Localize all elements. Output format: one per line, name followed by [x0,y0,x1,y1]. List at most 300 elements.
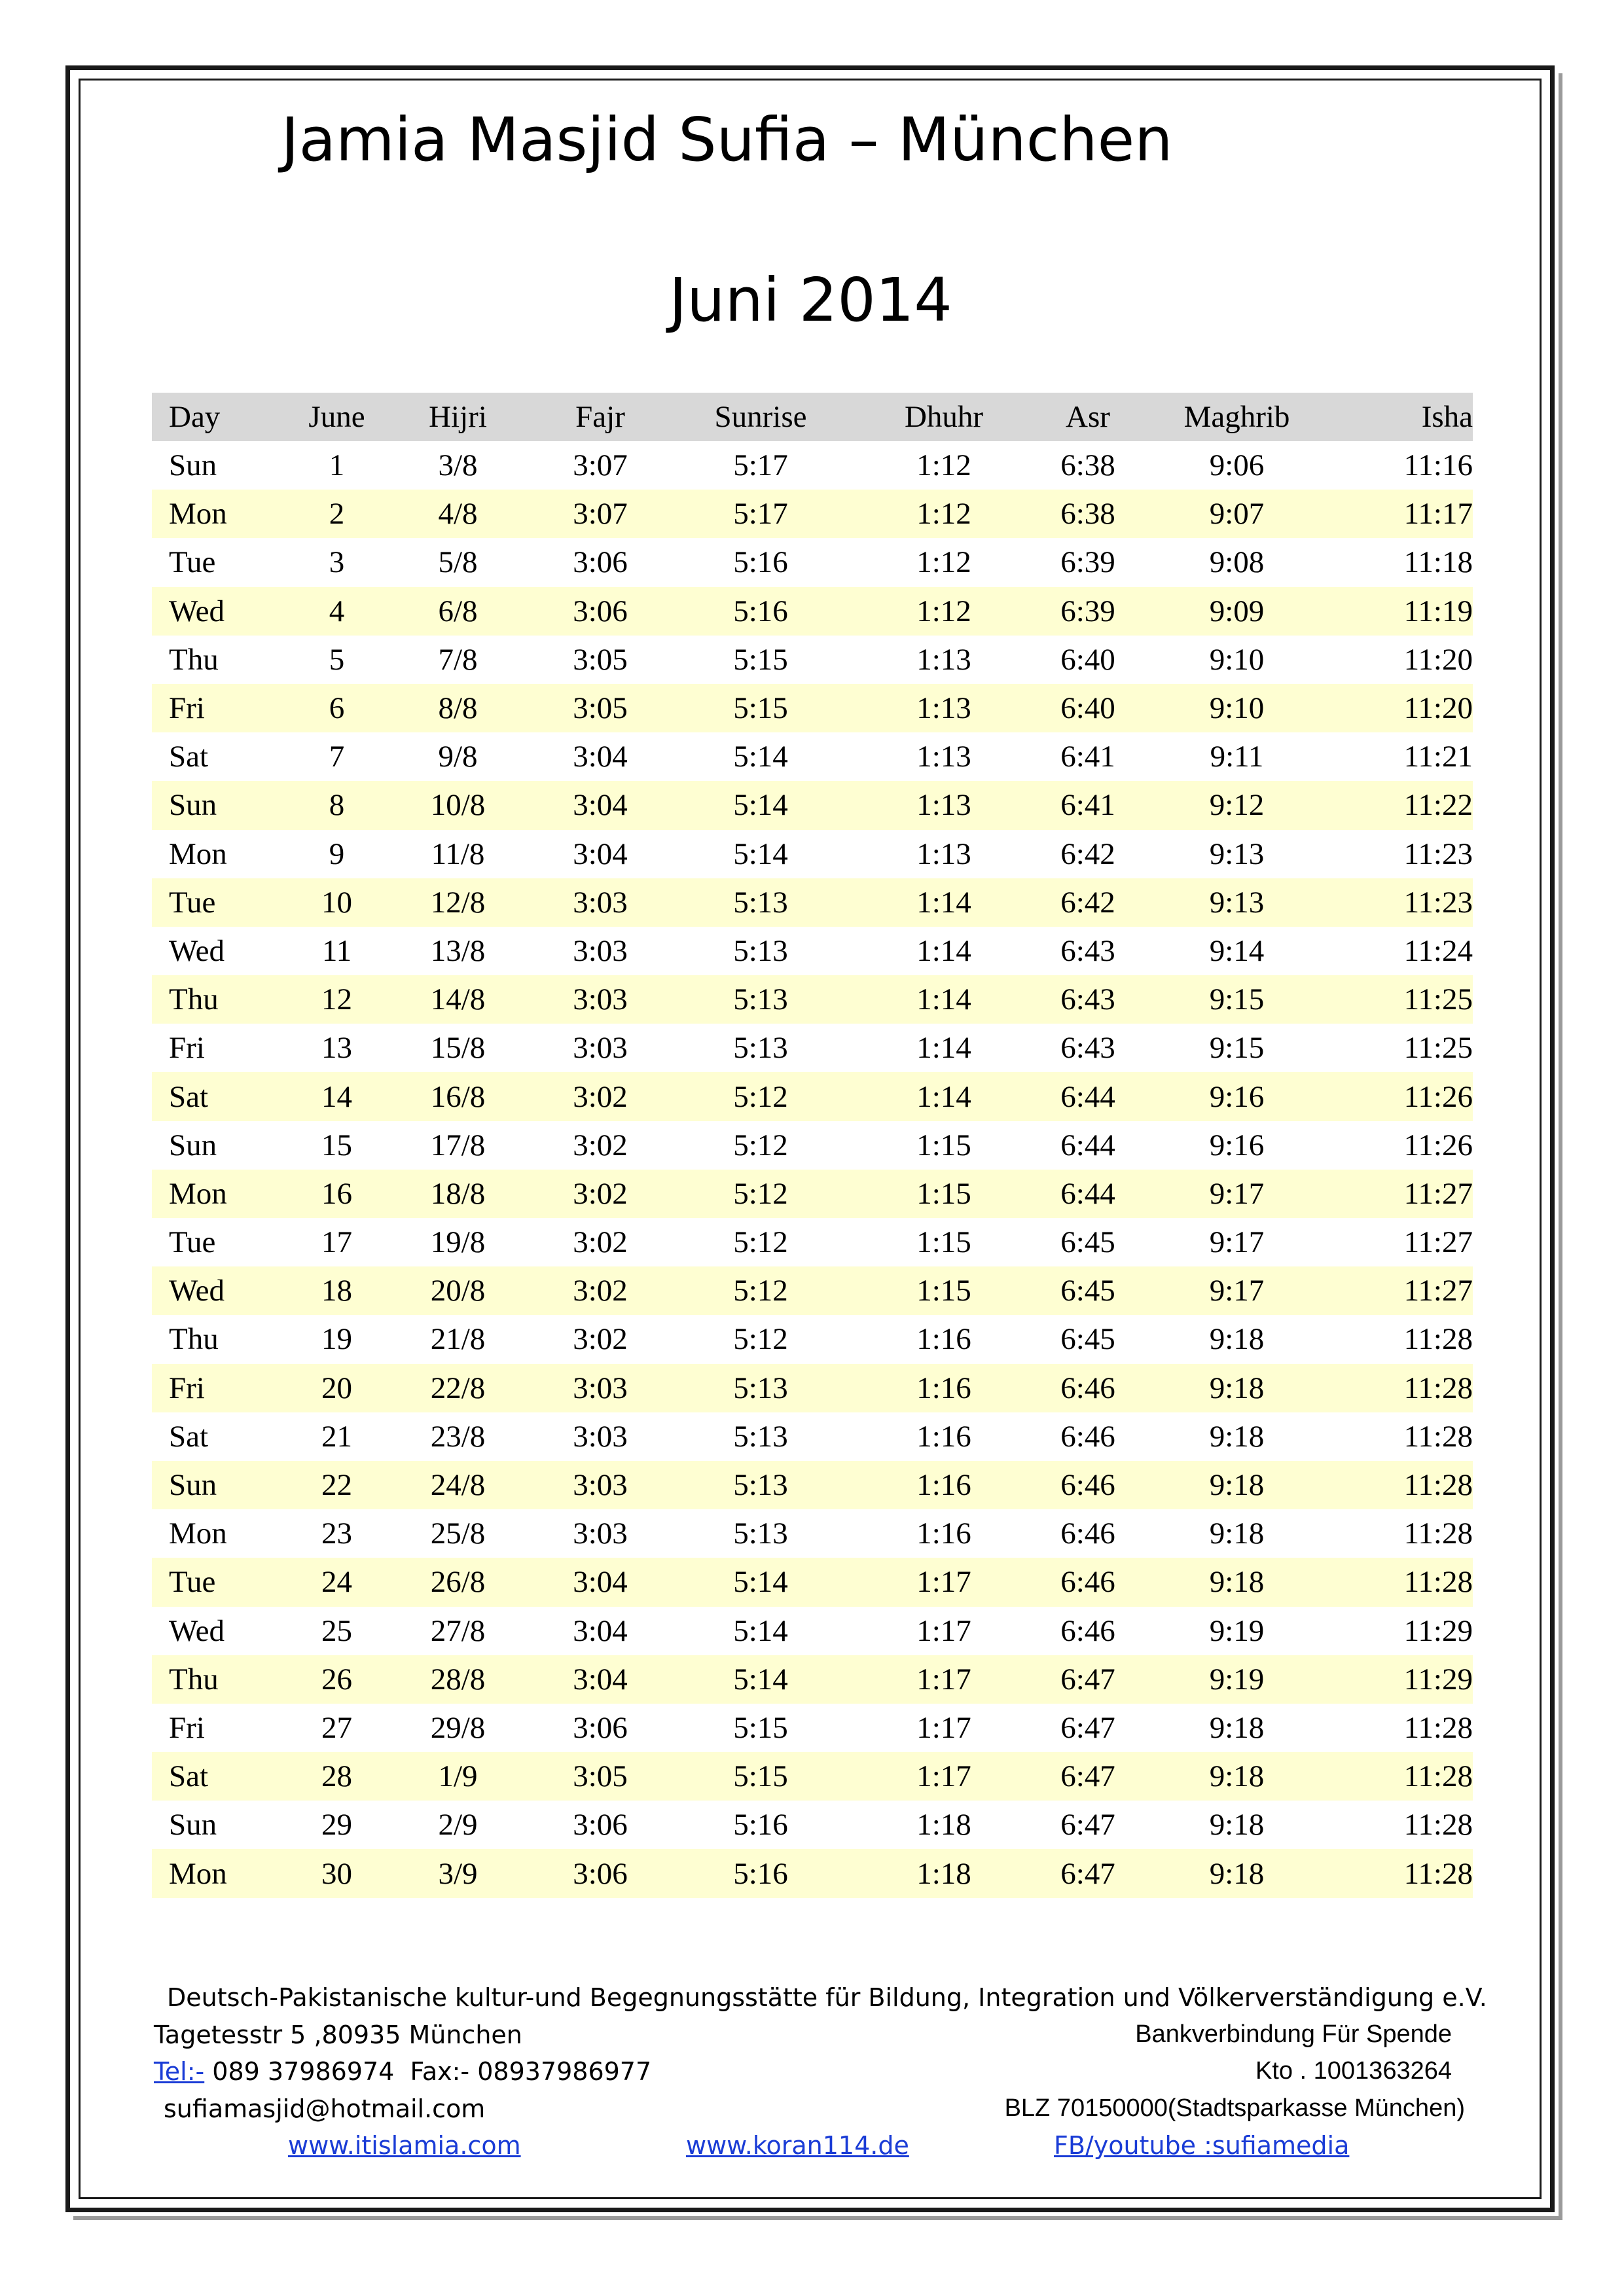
table-cell: 5:14 [672,1655,849,1704]
table-cell: 3:04 [528,781,672,829]
table-cell: 3:02 [573,1225,628,1260]
table-cell: Fri [169,1710,205,1745]
table-cell: 11:28 [1337,1752,1473,1801]
table-cell: 20 [286,1364,388,1412]
table-cell: 6:41 [1039,781,1137,829]
table-cell: 5:12 [733,1128,788,1162]
table-cell: 1:16 [916,1419,971,1454]
table-row [152,1461,1473,1509]
table-cell: 6:40 [1039,684,1137,732]
table-cell: 5:14 [672,1558,849,1606]
table-cell: 3:02 [528,1170,672,1218]
table-row [152,490,1473,538]
table-cell: 3:03 [573,933,628,968]
table-cell: 5:13 [733,933,788,968]
table-cell: 11:20 [1337,684,1473,732]
table-cell: 9:15 [1137,975,1337,1024]
table-cell: 26/8 [388,1558,528,1606]
table-cell: 1:14 [916,1031,971,1066]
table-cell: 6:47 [1039,1752,1137,1801]
table-cell: 10/8 [388,781,528,829]
table-cell: Tue [152,878,286,927]
table-cell: 11:28 [1337,1461,1473,1509]
table-cell: 9:06 [1209,448,1265,483]
table-cell: 21/8 [430,1322,486,1357]
table-cell: 6:47 [1039,1655,1137,1704]
table-row [152,1558,1473,1606]
table-cell: Fri [169,1031,205,1066]
column-header: Dhuhr [849,393,1039,441]
table-cell: 3:04 [573,836,628,871]
table-cell: 3:03 [573,1031,628,1066]
table-cell: Sun [169,1808,217,1842]
table-cell: 5:13 [733,1419,788,1454]
table-cell: 11:28 [1337,1364,1473,1412]
table-cell: 3 [329,545,345,580]
table-cell: 9:17 [1137,1170,1337,1218]
table-cell: 9:18 [1137,1364,1337,1412]
table-cell: 6:44 [1060,1128,1115,1162]
table-cell: 11:19 [1337,587,1473,636]
table-cell: 9:08 [1209,545,1265,580]
table-cell: 11:28 [1403,1419,1473,1454]
table-cell: 19 [321,1322,352,1357]
table-cell: 1:17 [916,1710,971,1745]
table-cell: 3:02 [573,1128,628,1162]
table-cell: 1:13 [849,684,1039,732]
table-cell: 5 [329,642,345,677]
table-cell: 5:14 [733,740,788,774]
table-cell: 15/8 [430,1031,486,1066]
table-cell: 3:03 [573,1419,628,1454]
table-cell: 9:09 [1137,587,1337,636]
table-cell: 1:16 [916,1516,971,1551]
table-cell: 3:03 [528,1461,672,1509]
table-cell: 5:12 [672,1170,849,1218]
table-cell: 9:19 [1137,1655,1337,1704]
column-header: Fajr [528,393,672,441]
table-cell: Sun [169,448,217,483]
table-cell: 24 [286,1558,388,1606]
prayer-times-table [152,393,1473,1898]
table-cell: 1/9 [388,1752,528,1801]
table-cell: 13 [321,1031,352,1066]
table-cell: 9:16 [1209,1128,1265,1162]
table-cell: 1:14 [916,933,971,968]
table-cell: 11 [321,933,352,968]
table-cell: 11:26 [1337,1072,1473,1121]
table-cell: 17 [321,1225,352,1260]
table-cell: Sat [152,1072,286,1121]
table-cell: Sat [169,740,209,774]
table-cell: 5:14 [733,1613,788,1648]
table-cell: 5:15 [672,684,849,732]
table-cell: 11:29 [1337,1655,1473,1704]
table-cell: 5:13 [672,878,849,927]
table-row [152,1364,1473,1412]
table-row [152,878,1473,927]
table-cell: 6:45 [1039,1266,1137,1315]
table-cell: 7/8 [438,642,478,677]
bank-title: Bankverbindung Für Spende [1135,2020,1452,2048]
table-cell: Sun [152,1461,286,1509]
table-cell: 12/8 [388,878,528,927]
table-cell: Mon [169,836,227,871]
table-cell: 19/8 [430,1225,486,1260]
table-cell: 1:16 [849,1364,1039,1412]
table-cell: 9:17 [1209,1225,1265,1260]
table-cell: 11:21 [1403,740,1473,774]
table-cell: 9:18 [1137,1752,1337,1801]
table-cell: 15 [321,1128,352,1162]
table-cell: 11:26 [1403,1128,1473,1162]
table-cell: 9:18 [1137,1558,1337,1606]
table-row [152,1315,1473,1363]
table-cell: 11:28 [1403,1710,1473,1745]
table-cell: 6:44 [1039,1072,1137,1121]
table-cell: 6:46 [1060,1516,1115,1551]
table-cell: 1 [329,448,345,483]
table-cell: 5:12 [672,1266,849,1315]
table-cell: 11:29 [1403,1613,1473,1648]
table-cell: 5:16 [672,587,849,636]
table-cell: 11:28 [1337,1558,1473,1606]
table-cell: 6:41 [1060,740,1115,774]
table-cell: 5/8 [438,545,478,580]
website-link-itislamia[interactable]: www.itislamia.com [288,2131,521,2160]
table-cell: 11:28 [1403,1808,1473,1842]
table-cell: 16 [286,1170,388,1218]
table-cell: 22 [286,1461,388,1509]
table-cell: 3:05 [573,642,628,677]
table-cell: Fri [152,684,286,732]
table-cell: 12 [286,975,388,1024]
table-cell: 5:17 [733,448,788,483]
table-cell: 11:28 [1403,1516,1473,1551]
table-cell: Thu [169,642,219,677]
table-cell: 9:10 [1137,684,1337,732]
table-cell: 6:43 [1060,1031,1115,1066]
table-cell: 5:16 [672,1849,849,1897]
table-cell: 9:17 [1137,1266,1337,1315]
table-cell: Sat [169,1419,209,1454]
table-row [152,781,1473,829]
column-header: Hijri [388,393,528,441]
table-cell: 8/8 [388,684,528,732]
table-cell: Wed [169,1613,225,1648]
table-cell: 5:15 [733,642,788,677]
table-cell: 11:28 [1337,1849,1473,1897]
table-cell: 6:40 [1060,642,1115,677]
table-cell: 3:02 [528,1266,672,1315]
table-cell: 6:46 [1060,1419,1115,1454]
table-cell: 23 [321,1516,352,1551]
table-cell: 9:12 [1137,781,1337,829]
table-cell: Thu [152,1655,286,1704]
table-cell: 3:04 [528,1558,672,1606]
table-cell: 29/8 [430,1710,486,1745]
table-cell: 20/8 [388,1266,528,1315]
table-cell: 9:07 [1137,490,1337,538]
table-cell: 29 [321,1808,352,1842]
table-cell: 1:15 [916,1128,971,1162]
table-row [152,732,1473,781]
table-cell: 5:12 [733,1225,788,1260]
table-cell: Mon [152,1849,286,1897]
table-cell: 3:06 [528,587,672,636]
table-cell: 11/8 [431,836,485,871]
table-row [152,1752,1473,1801]
table-cell: 1:12 [916,545,971,580]
table-row [152,1849,1473,1897]
table-cell: 3:06 [573,1710,628,1745]
table-cell: 5:15 [672,1752,849,1801]
table-cell: 11:28 [1403,1322,1473,1357]
table-row [152,975,1473,1024]
table-cell: 13/8 [430,933,486,968]
table-cell: 6:46 [1039,1558,1137,1606]
column-header: Maghrib [1137,393,1337,441]
table-cell: 11:23 [1337,878,1473,927]
table-cell: 1:18 [916,1808,971,1842]
table-cell: Tue [169,545,216,580]
table-cell: 9:14 [1209,933,1265,968]
table-cell: 5:13 [733,1031,788,1066]
table-cell: 1:16 [916,1322,971,1357]
table-cell: 28 [286,1752,388,1801]
table-cell: 9:18 [1209,1322,1265,1357]
table-row [152,587,1473,636]
address: Tagetesstr 5 ,80935 München [154,2020,522,2049]
table-cell: 3:04 [573,1613,628,1648]
table-cell: 9/8 [438,740,478,774]
table-cell: 11:22 [1337,781,1473,829]
table-cell: 3/9 [388,1849,528,1897]
table-cell: 6:44 [1039,1170,1137,1218]
table-cell: 11:17 [1337,490,1473,538]
table-cell: 3:05 [528,684,672,732]
table-cell: 5:12 [672,1072,849,1121]
social-link-sufiamedia[interactable]: FB/youtube :sufiamedia [1054,2131,1350,2160]
table-cell: 27/8 [430,1613,486,1648]
table-cell: 3:03 [528,1364,672,1412]
table-cell: 9:13 [1209,836,1265,871]
table-cell: 9:13 [1137,878,1337,927]
table-cell: 2/9 [438,1808,478,1842]
table-cell: 26 [286,1655,388,1704]
table-cell: 6:46 [1039,1461,1137,1509]
website-link-koran114[interactable]: www.koran114.de [686,2131,909,2160]
column-header: Day [152,393,286,441]
table-cell: 24/8 [388,1461,528,1509]
table-cell: 6:46 [1039,1364,1137,1412]
table-cell: 14/8 [388,975,528,1024]
table-cell: 9:19 [1209,1613,1265,1648]
table-cell: Sat [152,1752,286,1801]
table-cell: 1:15 [916,1225,971,1260]
table-cell: 9:18 [1209,1808,1265,1842]
table-cell: 6:39 [1039,587,1137,636]
table-cell: 14 [286,1072,388,1121]
table-cell: 3:07 [573,448,628,483]
table-row [152,1509,1473,1558]
table-cell: 1:14 [849,878,1039,927]
table-cell: 1:15 [849,1266,1039,1315]
table-cell: 3:06 [573,545,628,580]
organization-name: Deutsch-Pakistanische kultur-und Begegnungsstätte für Bildung, Integration und Völkerverständigung e.V. [167,1983,1487,2012]
tel-link[interactable]: Tel:- [154,2057,205,2086]
table-cell: 6:47 [1039,1849,1137,1897]
table-cell: 1:13 [916,740,971,774]
table-cell: Sun [169,1128,217,1162]
table-cell: Fri [152,1364,286,1412]
table-cell: 1:15 [849,1170,1039,1218]
table-cell: 9:18 [1137,1849,1337,1897]
table-cell: Tue [169,1225,216,1260]
table-cell: 2 [286,490,388,538]
month-title: Juni 2014 [669,265,952,335]
table-cell: 1:17 [849,1655,1039,1704]
table-row [152,1704,1473,1752]
table-cell: 3:03 [528,878,672,927]
table-cell: 8 [286,781,388,829]
table-cell: 6:47 [1060,1710,1115,1745]
bank-blz: BLZ 70150000(Stadtsparkasse München) [1004,2094,1465,2122]
table-cell: 6:43 [1060,933,1115,968]
table-cell: 6:38 [1060,448,1115,483]
table-cell: 11:23 [1403,836,1473,871]
table-cell: 11:27 [1337,1170,1473,1218]
table-cell: 3:05 [528,1752,672,1801]
table-cell: 6:39 [1060,545,1115,580]
table-cell: 1:16 [849,1461,1039,1509]
table-cell: 1:12 [916,448,971,483]
table-cell: 27 [321,1710,352,1745]
table-cell: 1:12 [849,587,1039,636]
column-header: Sunrise [672,393,849,441]
table-cell: 3:04 [528,1655,672,1704]
table-row [152,1266,1473,1315]
table-cell: 5:12 [733,1322,788,1357]
table-cell: 3:02 [528,1072,672,1121]
table-cell: 9:10 [1209,642,1265,677]
table-cell: 9:18 [1209,1516,1265,1551]
table-cell: 28/8 [388,1655,528,1704]
table-cell: 21 [321,1419,352,1454]
table-cell: 6:42 [1060,836,1115,871]
phone-fax: 089 37986974 Fax:- 08937986977 [204,2057,652,2086]
table-cell: 6:45 [1060,1322,1115,1357]
table-row [152,684,1473,732]
table-cell: 3:03 [528,975,672,1024]
table-cell: 3:07 [528,490,672,538]
table-cell: 3:06 [528,1849,672,1897]
table-cell: 11:16 [1403,448,1473,483]
table-cell: 16/8 [388,1072,528,1121]
table-cell: 1:14 [849,1072,1039,1121]
table-cell: Wed [152,1266,286,1315]
table-cell: 1:18 [849,1849,1039,1897]
column-header: Isha [1337,393,1473,441]
table-cell: 3:04 [573,740,628,774]
table-cell: 1:13 [916,836,971,871]
table-cell: Wed [152,587,286,636]
table-cell: 22/8 [388,1364,528,1412]
contact-phone [154,2057,651,2086]
table-cell: 6:38 [1039,490,1137,538]
email: sufiamasjid@hotmail.com [164,2094,486,2123]
table-row [152,1024,1473,1072]
table-row [152,1607,1473,1655]
table-cell: Tue [152,1558,286,1606]
table-cell: 11:18 [1403,545,1473,580]
table-cell: 5:14 [672,781,849,829]
table-cell: 9 [329,836,345,871]
table-row [152,1412,1473,1461]
table-cell: 6/8 [388,587,528,636]
table-row [152,1655,1473,1704]
table-cell: 25/8 [430,1516,486,1551]
table-cell: 4/8 [388,490,528,538]
column-header: June [286,393,388,441]
table-cell: 6:43 [1039,975,1137,1024]
table-row [152,441,1473,490]
table-row [152,538,1473,586]
table-cell: 5:14 [733,836,788,871]
table-cell: 5:15 [733,1710,788,1745]
table-cell: 11:25 [1403,1031,1473,1066]
table-cell: 3:03 [573,1516,628,1551]
table-cell: 11:27 [1337,1266,1473,1315]
table-cell: 30 [286,1849,388,1897]
table-cell: 6:47 [1060,1808,1115,1842]
table-cell: 3:02 [573,1322,628,1357]
table-cell: 5:13 [672,975,849,1024]
table-cell: 5:13 [672,1364,849,1412]
table-cell: 7 [329,740,345,774]
table-cell: Wed [169,933,225,968]
table-row [152,1170,1473,1218]
table-cell: 3:06 [573,1808,628,1842]
table-row [152,830,1473,878]
table-cell: 25 [321,1613,352,1648]
table-cell: 1:13 [916,642,971,677]
table-cell: 1:12 [849,490,1039,538]
table-cell: 10 [286,878,388,927]
table-cell: 9:15 [1209,1031,1265,1066]
table-row [152,636,1473,684]
table-cell: Mon [152,1170,286,1218]
table-cell: 5:17 [672,490,849,538]
bank-account: Kto . 1001363264 [1255,2057,1452,2085]
table-cell: 5:16 [733,1808,788,1842]
table-cell: 1:17 [916,1613,971,1648]
table-cell: 17/8 [430,1128,486,1162]
table-cell: 9:16 [1137,1072,1337,1121]
table-cell: 9:18 [1209,1419,1265,1454]
table-body [152,441,1473,1898]
table-cell: 6:42 [1039,878,1137,927]
table-cell: 6:45 [1060,1225,1115,1260]
table-cell: 4 [286,587,388,636]
table-cell: 18 [286,1266,388,1315]
table-cell: Mon [169,1516,227,1551]
table-cell: 18/8 [388,1170,528,1218]
table-cell: 5:13 [733,1516,788,1551]
table-row [152,1072,1473,1121]
table-cell: 11:25 [1337,975,1473,1024]
table-cell: Thu [152,975,286,1024]
